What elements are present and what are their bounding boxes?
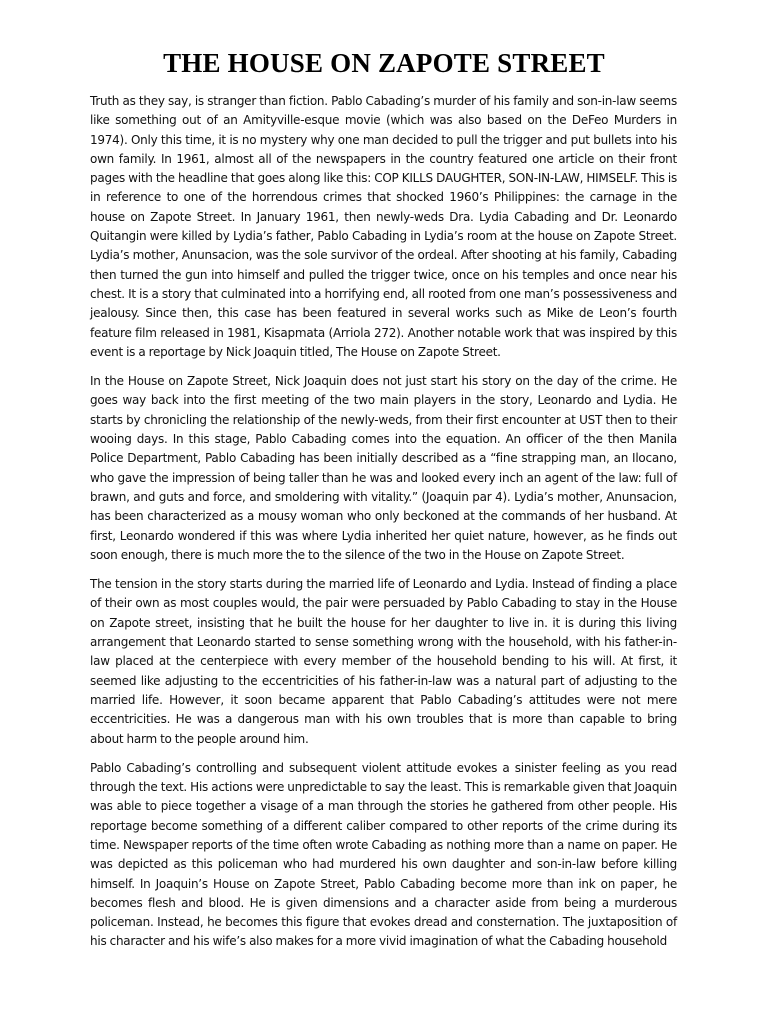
document-body bbox=[90, 92, 677, 962]
paragraph-2: In the House on Zapote Street, Nick Joaquin does not just start his story on the day of the crime. He goes way back into the first meeting of the two main players in the story, Leonardo and Lydia. He starts by chronicling the relationship of the newly-weds, from their first encounter at UST then to their wooing days. In this stage, Pablo Cabading comes into the equation. An officer of the then Manila Police Department, Pablo Cabading has been initially described as a “fine strapping man, an Ilocano, who gave the impression of being taller than he was and looked every inch an agent of the law: full of brawn, and guts and force, and smoldering with vitality.” (Joaquin par 4). Lydia’s mother, Anunsacion, has been characterized as a mousy woman who only beckoned at the commands of her husband. At first, Leonardo wondered if this was where Lydia inherited her quiet nature, however, as he finds out soon enough, there is much more the to the silence of the two in the House on Zapote Street. bbox=[90, 374, 677, 562]
document-title: THE HOUSE ON ZAPOTE STREET bbox=[163, 48, 605, 78]
paragraph-3: The tension in the story starts during the married life of Leonardo and Lydia. Instead of finding a place of their own as most couples would, the pair were persuaded by Pablo Cabading to stay in the House on Zapote street, insisting that he built the house for her daughter to live in. it is during this living arrangement that Leonardo started to sense something wrong with the household, with his father-in-law placed at the centerpiece with every member of the household bending to his will. At first, it seemed like adjusting to the eccentricities of his father-in-law was a natural part of adjusting to the married life. However, it soon became apparent that Pablo Cabading’s attitudes were not mere eccentricities. He was a dangerous man with his own troubles that is more than capable to bring about harm to the people around him. bbox=[90, 577, 677, 746]
paragraph-4: Pablo Cabading’s controlling and subsequent violent attitude evokes a sinister feeling as you read through the text. His actions were unpredictable to say the least. This is remarkable given that Joaquin was able to piece together a visage of a man through the stories he gathered from other people. His reportage become something of a different caliber compared to other reports of the crime during its time. Newspaper reports of the time often wrote Cabading as nothing more than a name on paper. He was depicted as this policeman who had murdered his own daughter and son-in-law before killing himself. In Joaquin’s House on Zapote Street, Pablo Cabading become more than ink on paper, he becomes flesh and blood. He is given dimensions and a character aside from being a murderous policeman. Instead, he becomes this figure that evokes dread and consternation. The juxtaposition of his character and his wife’s also makes for a more vivid imagination of what the Cabading household bbox=[90, 760, 677, 949]
paragraph-1: Truth as they say, is stranger than fiction. Pablo Cabading’s murder of his family and son-in-law seems like something out of an Amityville-esque movie (which was also based on the DeFeo Murders in 1974). Only this time, it is no mystery why one man decided to pull the trigger and put bullets into his own family. In 1961, almost all of the newspapers in the country featured one article on their front pages with the headline that goes along like this: COP KILLS DAUGHTER, SON-IN-LAW, HIMSELF. This is in reference to one of the horrendous crimes that shocked 1960’s Philippines: the carnage in the house on Zapote Street. In January 1961, then newly-weds Dra. Lydia Cabading and Dr. Leonardo Quitangin were killed by Lydia’s father, Pablo Cabading in Lydia’s room at the house on Zapote Street. Lydia’s mother, Anunsacion, was the sole survivor of the ordeal. After shooting at his family, Cabading then turned the gun into himself and pulled the trigger twice, once on his temples and once near his chest. It is a story that culminated into a horrifying end, all rooted from one man’s possessiveness and jealousy. Since then, this case has been featured in several works such as Mike de Leon’s fourth feature film released in 1981, Kisapmata (Arriola 272). Another notable work that was inspired by this event is a reportage by Nick Joaquin titled, The House on Zapote Street. bbox=[90, 94, 677, 359]
